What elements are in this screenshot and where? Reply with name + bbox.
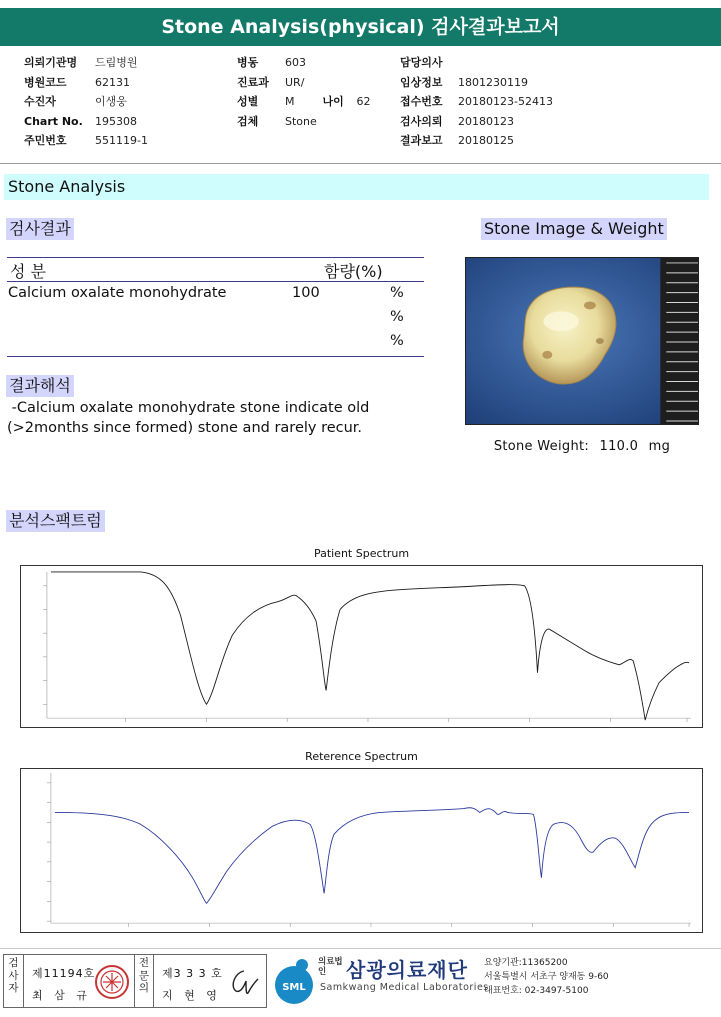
value-report-date: 20180125 — [458, 134, 514, 148]
org-address-line-1: 요양기관:11365200 — [484, 958, 568, 968]
reference-spectrum-line — [55, 808, 689, 904]
interpretation-line-2: (>2months since formed) stone and rarely recur. — [7, 419, 363, 436]
label-institution: 의뢰기관명 — [24, 56, 78, 69]
table-row-3-unit: % — [390, 333, 404, 349]
table-header-component: 성 분 — [10, 262, 46, 281]
label-patient: 수진자 — [24, 95, 56, 109]
table-header-content: 함량(%) — [324, 262, 383, 281]
value-patient: 이생웅 — [95, 95, 127, 109]
inspector-label: 검사자 — [4, 955, 24, 1007]
image-heading: Stone Image & Weight — [481, 218, 667, 240]
value-request-date: 20180123 — [458, 114, 514, 128]
reviewer-label: 전문의 — [134, 955, 154, 1007]
value-age: 62 — [356, 95, 371, 109]
reference-spectrum-chart — [20, 768, 703, 933]
patient-info-col2 — [237, 53, 371, 131]
patient-spectrum-title: Patient Spectrum — [313, 547, 410, 560]
label-hospital-code: 병원코드 — [24, 75, 67, 89]
interpretation-line-1: -Calcium oxalate monohydrate stone indicate old — [7, 400, 370, 416]
interpretation-heading: 결과해석 — [6, 375, 74, 397]
sml-logo-icon — [272, 955, 316, 1007]
stone-photo — [465, 257, 699, 425]
stone-weight-unit: mg — [648, 439, 671, 454]
patient-info-col3 — [400, 53, 553, 151]
inspector-name: 최 삼 규 — [32, 989, 91, 1002]
label-specimen: 검체 — [237, 114, 259, 128]
reviewer-license: 제3 3 3 호 — [162, 967, 223, 980]
label-department: 진료과 — [237, 75, 269, 89]
interpretation-text — [7, 399, 447, 438]
org-english-name: Samkwang Medical Laboratories — [320, 982, 489, 993]
value-hospital-code: 62131 — [95, 75, 130, 89]
value-resident-no: 551119-1 — [95, 134, 148, 148]
stone-weight — [465, 439, 699, 454]
org-name: 삼광의료재단 — [346, 958, 468, 982]
value-chart-no: 195308 — [95, 114, 137, 128]
patient-spectrum-line — [51, 572, 689, 720]
table-row-1-value: 100 — [292, 285, 320, 301]
value-specimen: Stone — [285, 114, 317, 128]
org-address-line-3: 대표번호: 02-3497-5100 — [484, 986, 589, 996]
value-institution: 드림병원 — [95, 56, 138, 69]
reviewer-signature-icon — [222, 961, 264, 1003]
label-ward: 병동 — [237, 56, 259, 69]
footer — [0, 948, 721, 1017]
org-address — [484, 956, 609, 998]
value-ward: 603 — [285, 56, 306, 69]
label-age: 나이 — [322, 95, 344, 109]
table-top-rule — [7, 257, 424, 258]
section-title: Stone Analysis — [4, 174, 709, 200]
value-sex: M — [285, 95, 295, 109]
org-type: 의료법인 — [318, 957, 343, 977]
inspector-license: 제11194호 — [32, 967, 96, 980]
label-report-date: 결과보고 — [400, 134, 443, 148]
inspector-seal-icon — [94, 964, 130, 1000]
signature-box — [3, 954, 267, 1008]
label-request-date: 검사의뢰 — [400, 114, 443, 128]
table-row-1-unit: % — [390, 285, 404, 301]
table-row-1-component: Calcium oxalate monohydrate — [8, 285, 227, 301]
value-clinical-info: 1801230119 — [458, 75, 528, 89]
patient-info-col1 — [24, 53, 148, 151]
report-title: Stone Analysis(physical) 검사결과보고서 — [0, 8, 721, 46]
label-sex: 성별 — [237, 95, 259, 109]
label-chart-no: Chart No. — [24, 114, 83, 128]
reviewer-name: 지 현 영 — [162, 989, 221, 1002]
stone-weight-value: 110.0 — [599, 439, 639, 454]
stone-weight-label: Stone Weight: — [493, 439, 590, 454]
spectrum-heading: 분석스팩트럼 — [6, 510, 105, 532]
patient-spectrum-chart — [20, 565, 703, 728]
result-heading: 검사결과 — [6, 218, 74, 240]
sml-logo-text: SML — [282, 982, 306, 993]
label-receipt-no: 접수번호 — [400, 95, 443, 109]
table-header-rule — [7, 281, 424, 282]
reference-spectrum-title: Reterence Spectrum — [305, 750, 418, 763]
value-department: UR/ — [285, 75, 305, 89]
label-resident-no: 주민번호 — [24, 134, 67, 148]
label-doctor: 담당의사 — [400, 56, 443, 69]
label-clinical-info: 임상정보 — [400, 75, 443, 89]
table-bottom-rule — [7, 356, 424, 357]
value-receipt-no: 20180123-52413 — [458, 95, 553, 109]
org-address-line-2: 서울특별시 서초구 양재동 9-60 — [484, 972, 609, 982]
table-row-2-unit: % — [390, 309, 404, 325]
header-divider — [0, 163, 721, 164]
